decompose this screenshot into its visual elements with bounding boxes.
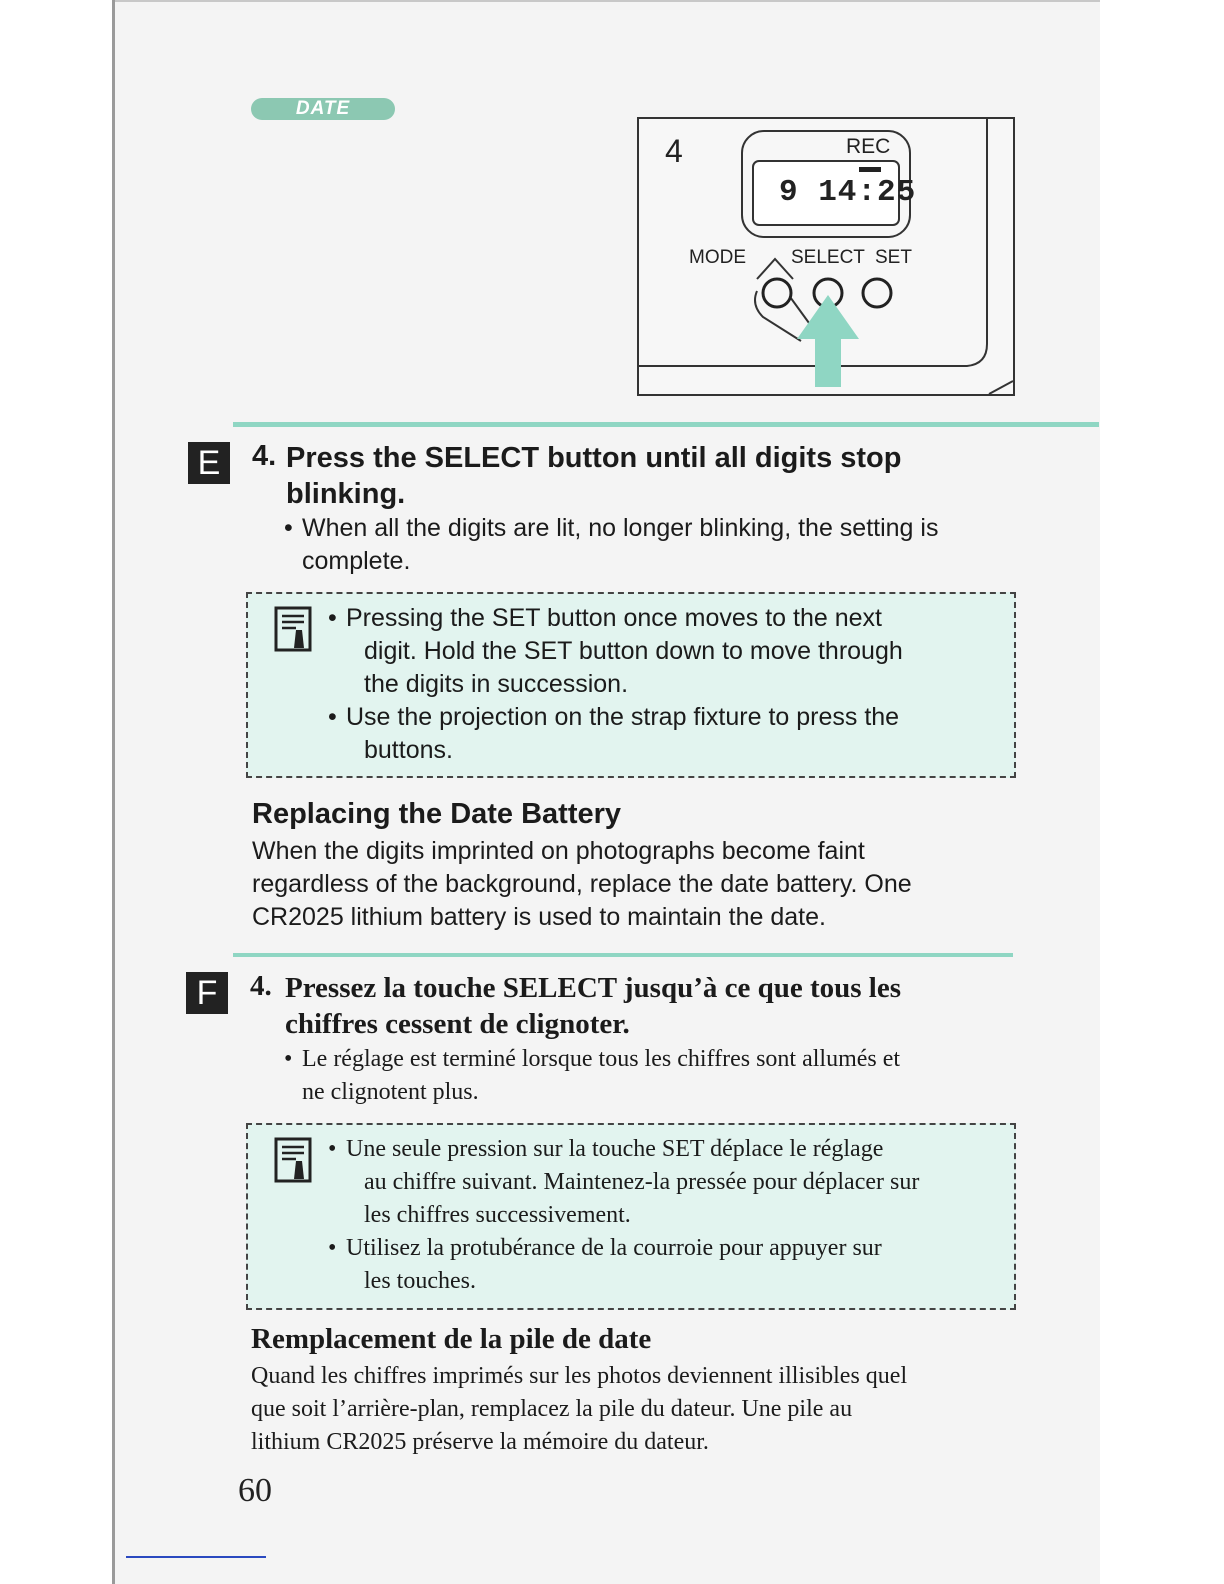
english-note1-line1: • Pressing the SET button once moves to the next <box>328 604 882 632</box>
english-note2-line1: • Use the projection on the strap fixture to press the <box>328 703 900 731</box>
french-bullet-line2: ne clignotent plus. <box>302 1079 479 1105</box>
section-divider-english <box>233 422 1099 427</box>
english-note2-line2: buttons. <box>364 736 453 764</box>
french-step-title-line1: Pressez la touche SELECT jusqu’à ce que tous les <box>285 972 902 1004</box>
french-para-line2: que soit l’arrière-plan, remplacez la pile du dateur. Une pile au <box>251 1396 853 1422</box>
memo-icon <box>274 606 312 654</box>
french-note-box <box>246 1123 1016 1310</box>
english-para-line1: When the digits imprinted on photographs become faint <box>252 837 865 865</box>
english-bullet-line2: complete. <box>302 547 411 575</box>
lcd-display: 9 14:25 <box>779 175 917 210</box>
select-label: SELECT <box>791 247 865 268</box>
french-para-line3: lithium CR2025 préserve la mémoire du dateur. <box>251 1429 709 1455</box>
english-note1-line3: the digits in succession. <box>364 670 629 698</box>
french-subheading: Remplacement de la pile de date <box>251 1323 652 1355</box>
camera-diagram <box>637 117 1015 396</box>
mode-label: MODE <box>689 247 746 268</box>
french-note1-line3: les chiffres successivement. <box>364 1202 631 1228</box>
english-note1-line2: digit. Hold the SET button down to move through <box>364 637 903 665</box>
english-step-number: 4. <box>252 440 277 472</box>
french-badge: F <box>186 972 228 1014</box>
page-edge <box>112 0 115 1584</box>
page-number: 60 <box>238 1472 272 1509</box>
english-para-line2: regardless of the background, replace the date battery. One <box>252 870 912 898</box>
english-step-title-line1: Press the SELECT button until all digits stop <box>286 442 902 474</box>
section-divider-french <box>233 953 1013 957</box>
french-note2-line1: • Utilisez la protubérance de la courroie pour appuyer sur <box>328 1235 882 1261</box>
set-label: SET <box>875 247 912 268</box>
rec-label: REC <box>846 135 891 158</box>
bottom-edge-line <box>126 1556 266 1558</box>
french-note1-line1: • Une seule pression sur la touche SET déplace le réglage <box>328 1136 884 1162</box>
section-tab: DATE <box>251 98 395 120</box>
english-para-line3: CR2025 lithium battery is used to maintain the date. <box>252 903 826 931</box>
english-subheading: Replacing the Date Battery <box>252 798 622 830</box>
english-bullet-line1: • When all the digits are lit, no longer blinking, the setting is <box>284 514 939 542</box>
figure-step-number: 4 <box>665 133 683 169</box>
french-step-number: 4. <box>250 970 272 1002</box>
french-para-line1: Quand les chiffres imprimés sur les photos deviennent illisibles quel <box>251 1363 908 1389</box>
memo-icon <box>274 1137 312 1185</box>
french-bullet-line1: • Le réglage est terminé lorsque tous les chiffres sont allumés et <box>284 1046 901 1072</box>
top-rule <box>112 0 1100 2</box>
english-badge: E <box>188 442 230 484</box>
french-note1-line2: au chiffre suivant. Maintenez-la pressée pour déplacer sur <box>364 1169 920 1195</box>
french-note2-line2: les touches. <box>364 1268 476 1294</box>
english-note-box <box>246 592 1016 778</box>
english-step-title-line2: blinking. <box>286 478 406 510</box>
french-step-title-line2: chiffres cessent de clignoter. <box>285 1008 630 1040</box>
